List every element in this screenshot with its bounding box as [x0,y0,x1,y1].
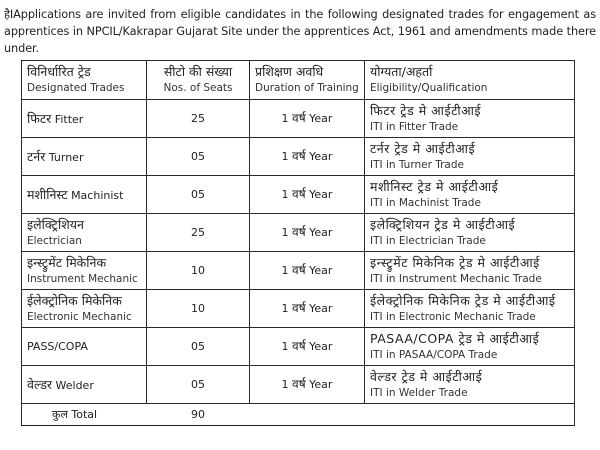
seats-cell: 25 [147,100,250,138]
trade-cell: ईलेक्ट्रोनिक मिकेनिक Electronic Mechanic [22,290,147,328]
total-seats: 90 [147,404,250,426]
trade-cell: वेल्डर Welder [22,366,147,404]
trade-cell: इलेक्ट्रिशियन Electrician [22,214,147,252]
apprentice-trades-table [21,60,575,426]
table-row [22,176,575,214]
duration-cell: 1 वर्ष Year [250,100,365,138]
trade-cell: PASS/COPA [22,328,147,366]
eligibility-cell: टर्नर ट्रेड मे आईटीआई ITI in Turner Trade [365,138,575,176]
seats-cell: 25 [147,214,250,252]
duration-cell: 1 वर्ष Year [250,252,365,290]
table-header-row [22,61,575,100]
table-row [22,214,575,252]
table-row [22,252,575,290]
duration-cell: 1 वर्ष Year [250,328,365,366]
seats-cell: 05 [147,366,250,404]
seats-cell: 05 [147,176,250,214]
header-eligibility: योग्यता/अहर्ता Eligibility/Qualification [365,61,575,100]
trade-cell: फिटर Fitter [22,100,147,138]
duration-cell: 1 वर्ष Year [250,366,365,404]
seats-cell: 10 [147,290,250,328]
table-row [22,290,575,328]
total-empty-duration [250,404,365,426]
header-duration: प्रशिक्षण अवधि Duration of Training [250,61,365,100]
intro-line-1: हैIApplications are invited from eligible candidates in the following designated trades for engagement as [4,8,596,21]
seats-cell: 05 [147,138,250,176]
eligibility-cell: फिटर ट्रेड मे आईटीआई ITI in Fitter Trade [365,100,575,138]
eligibility-cell: इलेक्ट्रिशियन ट्रेड मे आईटीआई ITI in Electrician Trade [365,214,575,252]
duration-cell: 1 वर्ष Year [250,138,365,176]
total-label: कुल Total [22,404,147,426]
seats-cell: 05 [147,328,250,366]
trade-cell: टर्नर Turner [22,138,147,176]
header-seats: सीटो की संख्या Nos. of Seats [147,61,250,100]
table-row [22,138,575,176]
total-row [22,404,575,426]
table-row [22,100,575,138]
trade-cell: इन्स्ट्रुमेंट मिकेनिक Instrument Mechanic [22,252,147,290]
intro-paragraph [4,6,596,57]
eligibility-cell: PASAA/COPA ट्रेड मे आईटीआई ITI in PASAA/COPA Trade [365,328,575,366]
eligibility-cell: मशीनिस्ट ट्रेड मे आईटीआई ITI in Machinist Trade [365,176,575,214]
header-designated-trades: विनिर्धारित ट्रेड Designated Trades [22,61,147,100]
duration-cell: 1 वर्ष Year [250,176,365,214]
eligibility-cell: वेल्डर ट्रेड मे आईटीआई ITI in Welder Trade [365,366,575,404]
duration-cell: 1 वर्ष Year [250,290,365,328]
duration-cell: 1 वर्ष Year [250,214,365,252]
total-empty-eligibility [365,404,575,426]
seats-cell: 10 [147,252,250,290]
eligibility-cell: इन्स्ट्रुमेंट मिकेनिक ट्रेड मे आईटीआई ITI in Instrument Mechanic Trade [365,252,575,290]
intro-line-2: apprentices in NPCIL/Kakrapar Gujarat Site under the apprentices Act, 1961 and amendments made there under. [4,25,596,55]
trade-cell: मशीनिस्ट Machinist [22,176,147,214]
table-row [22,328,575,366]
eligibility-cell: ईलेक्ट्रोनिक मिकेनिक ट्रेड मे आईटीआई ITI in Electronic Mechanic Trade [365,290,575,328]
table-row [22,366,575,404]
